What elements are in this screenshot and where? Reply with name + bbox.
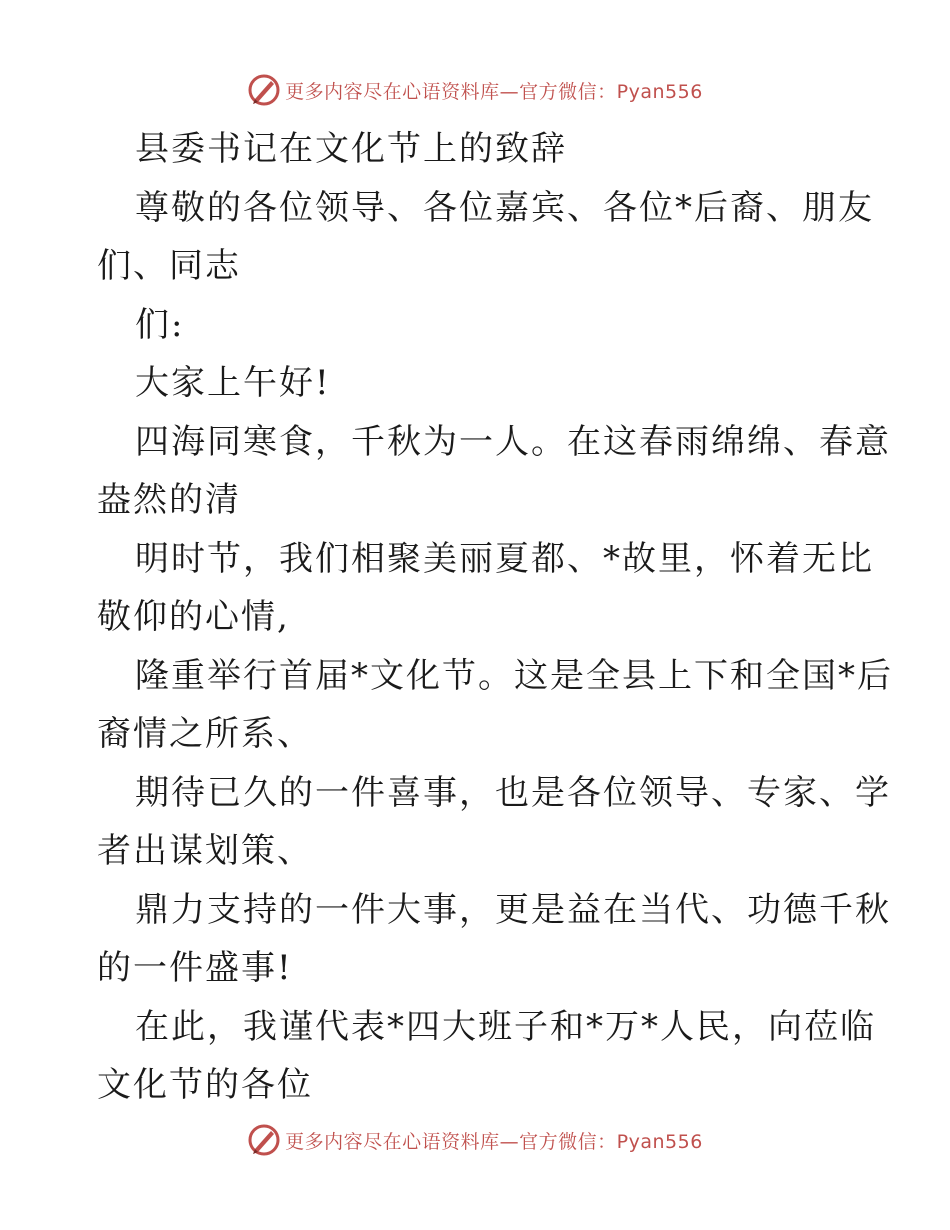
text-line: 们、同志 bbox=[97, 246, 241, 286]
text-line: 裔情之所系、 bbox=[97, 714, 313, 754]
watermark-text: 更多内容尽在心语资料库—官方微信：Pyan556 bbox=[285, 1130, 703, 1153]
text-line: 者出谋划策、 bbox=[97, 831, 313, 871]
text-line: 敬仰的心情, bbox=[97, 597, 290, 637]
pen-seal-logo-icon bbox=[247, 1123, 281, 1157]
pen-seal-logo-icon bbox=[247, 73, 281, 107]
text-line: 期待已久的一件喜事，也是各位领导、专家、学 bbox=[135, 772, 891, 813]
watermark-text: 更多内容尽在心语资料库—官方微信：Pyan556 bbox=[285, 80, 703, 103]
text-line: 尊敬的各位领导、各位嘉宾、各位*后裔、朋友 bbox=[135, 187, 874, 228]
text-line: 县委书记在文化节上的致辞 bbox=[135, 129, 567, 169]
text-line: 四海同寒食，千秋为一人。在这春雨绵绵、春意 bbox=[135, 421, 891, 462]
text-line: 盎然的清 bbox=[97, 480, 241, 520]
text-line: 的一件盛事! bbox=[97, 948, 293, 988]
footer-watermark bbox=[0, 1120, 950, 1160]
text-line: 大家上午好! bbox=[135, 363, 331, 403]
text-line: 在此，我谨代表*四大班子和*万*人民，向莅临 bbox=[135, 1006, 876, 1047]
header-watermark bbox=[0, 70, 950, 110]
document-body bbox=[97, 120, 893, 1115]
text-line: 们: bbox=[135, 304, 185, 345]
text-line: 隆重举行首届*文化节。这是全县上下和全国*后 bbox=[135, 655, 893, 696]
text-line: 明时节，我们相聚美丽夏都、*故里，怀着无比 bbox=[135, 538, 874, 579]
text-line: 鼎力支持的一件大事，更是益在当代、功德千秋 bbox=[135, 889, 891, 930]
text-line: 文化节的各位 bbox=[97, 1065, 313, 1105]
